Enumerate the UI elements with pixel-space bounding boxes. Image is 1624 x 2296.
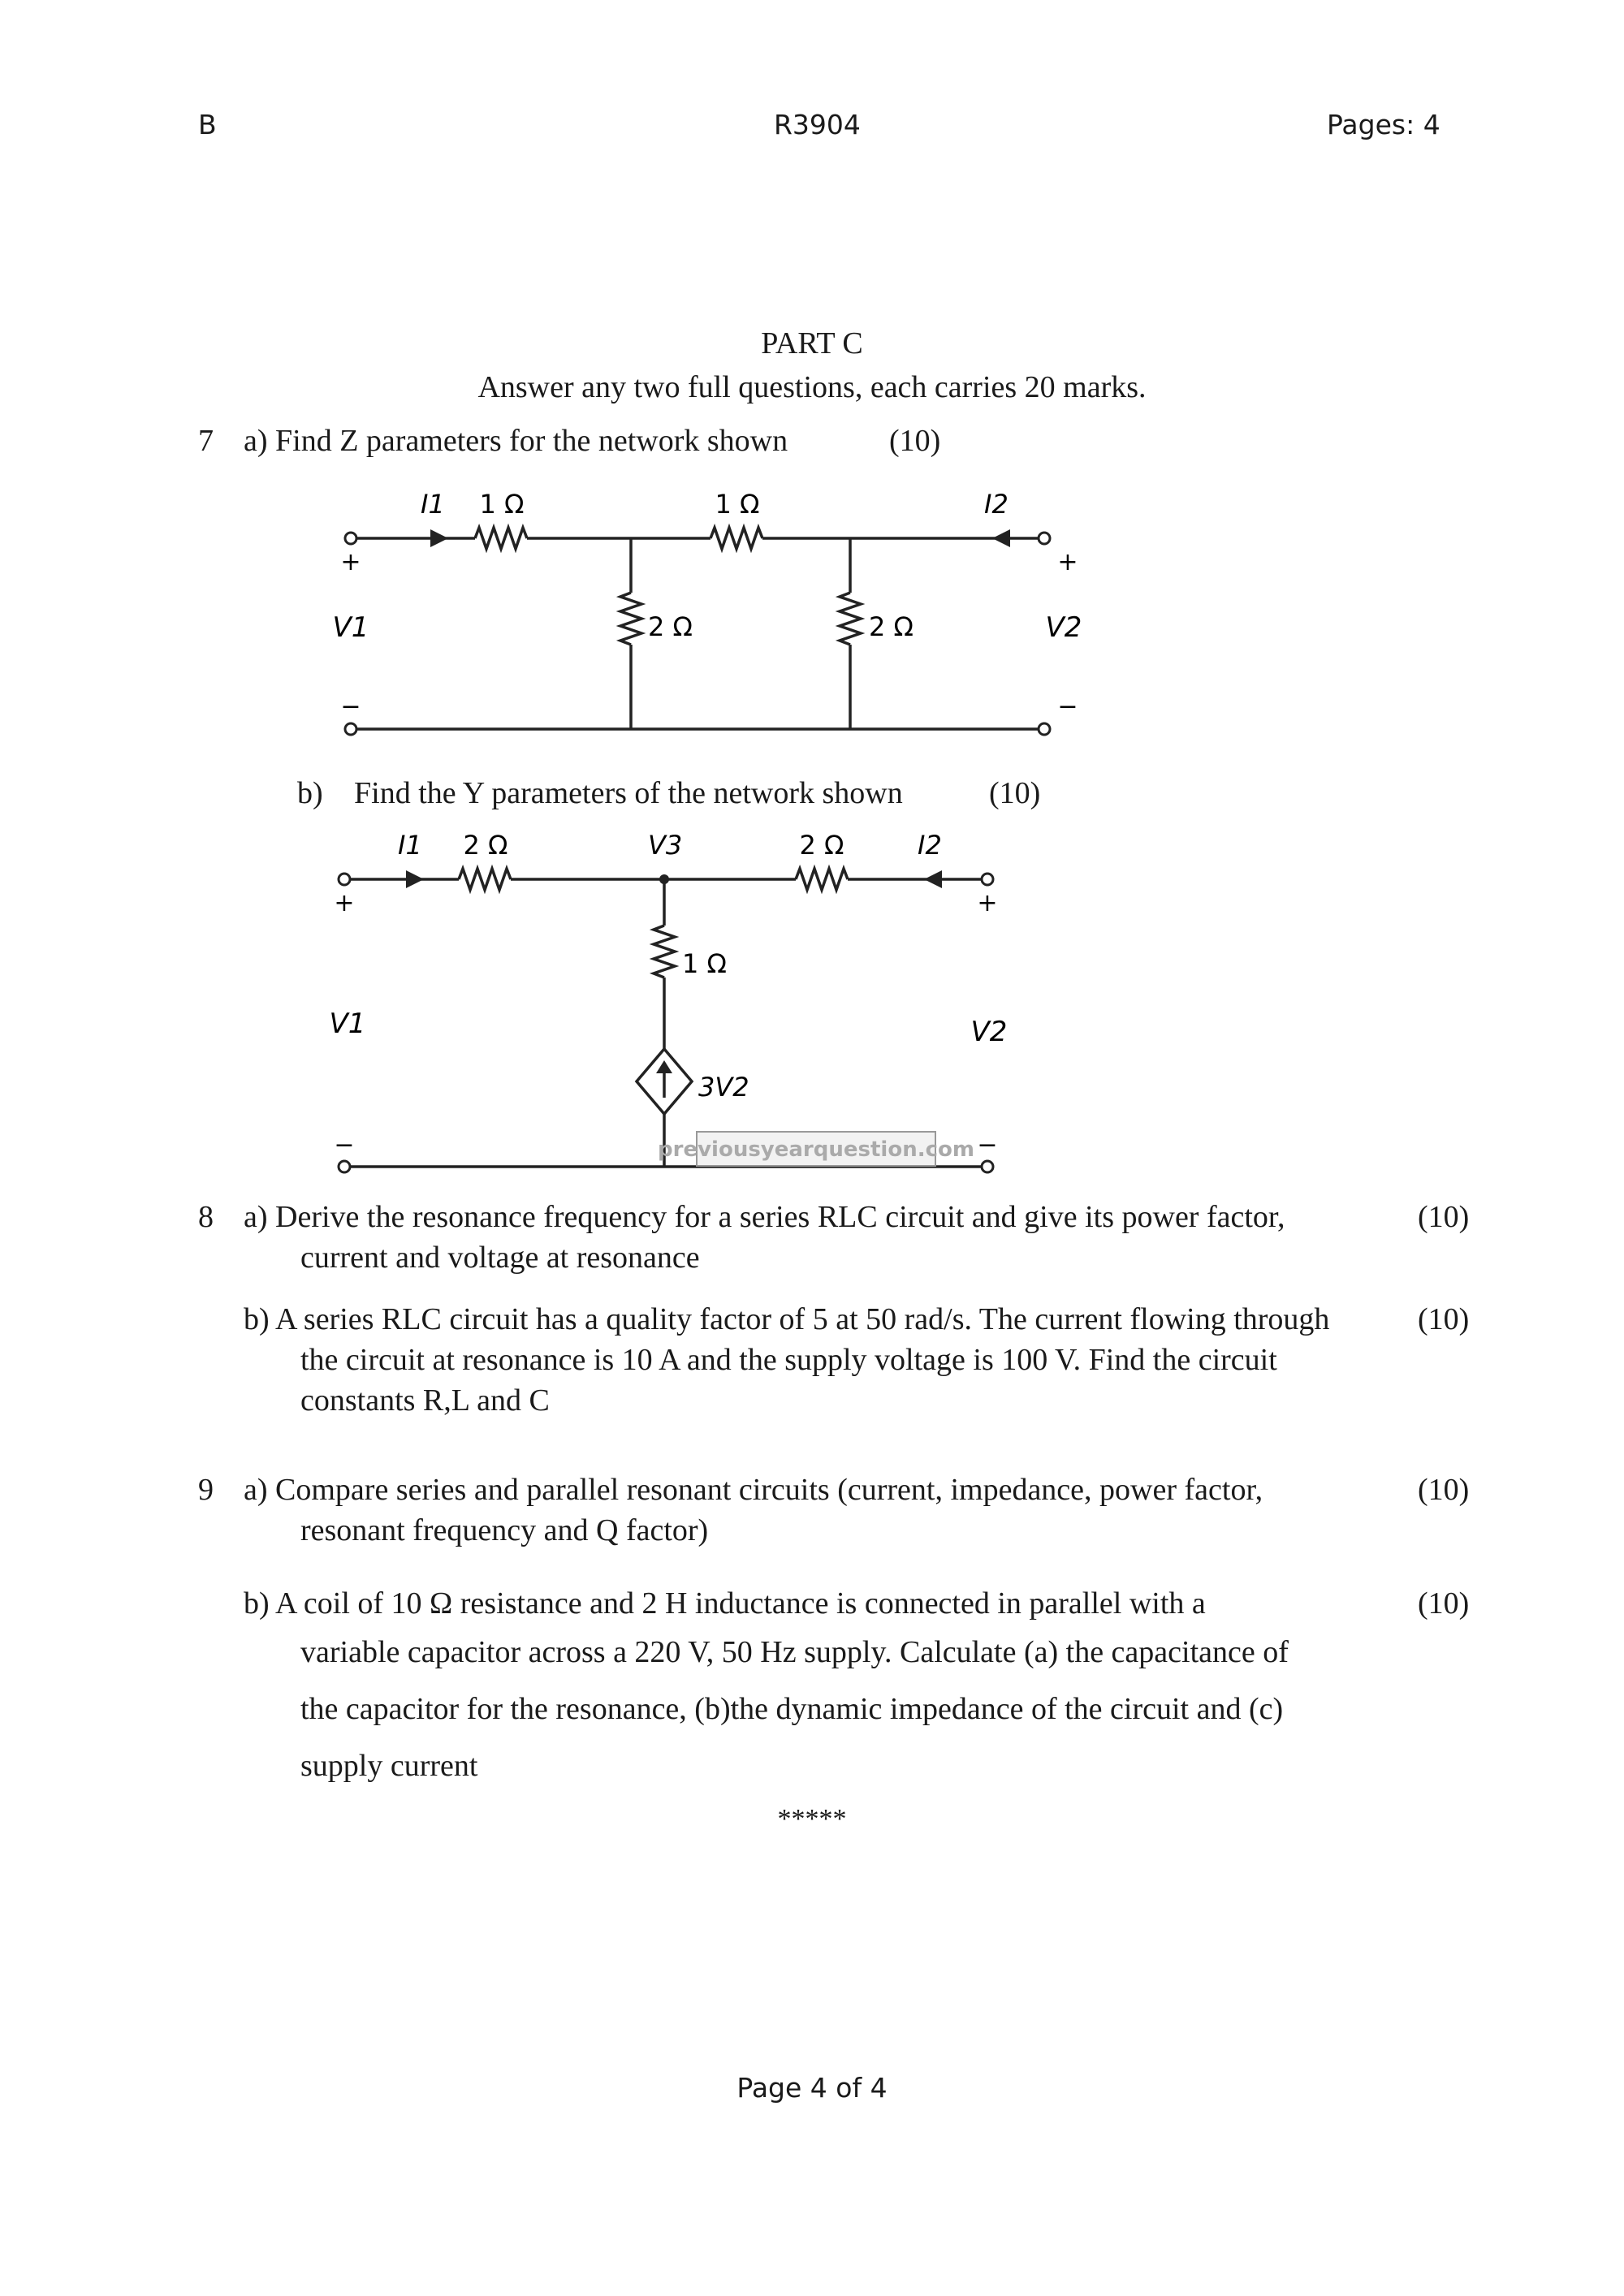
question-9b-marks: (10) [1418,1586,1470,1621]
end-marker: ***** [777,1804,847,1834]
label-i2: I2 [918,830,942,861]
question-7b-text: Find the Y parameters of the network shown [354,776,903,810]
pages-count: Pages: 4 [1327,109,1440,140]
label-minus-right: − [977,1131,998,1159]
label-i1: I1 [421,489,445,520]
watermark-text: previousyearquestion.com [658,1137,974,1162]
question-9b-line4: supply current [300,1749,478,1783]
source-arrow-icon [656,1060,672,1073]
label-minus-left: − [340,693,361,721]
question-7a-marks: (10) [889,424,941,458]
label-r-series-2: 1 Ω [715,489,760,520]
current-arrow-i2 [992,529,1010,547]
label-r-series-1: 1 Ω [479,489,525,520]
question-9b-line1: b) A coil of 10 Ω resistance and 2 H inductance is connected in parallel with a [244,1586,1206,1621]
label-v3: V3 [648,830,683,861]
question-8a-marks: (10) [1418,1200,1470,1234]
page-footer: Page 4 of 4 [736,2072,888,2104]
label-source: 3V2 [698,1072,749,1103]
question-7b-marks: (10) [989,776,1041,810]
question-7-number: 7 [198,424,214,458]
current-arrow-i1 [406,870,424,888]
set-label: B [198,109,217,140]
question-8b-line2: the circuit at resonance is 10 A and the supply voltage is 100 V. Find the circuit [300,1343,1277,1377]
label-v2: V2 [1045,611,1082,644]
label-r-shunt-1: 2 Ω [648,611,693,642]
label-r-shunt: 1 Ω [682,948,727,979]
label-r-right: 2 Ω [799,830,844,861]
question-7b-label: b) [297,776,323,810]
label-i2: I2 [984,489,1009,520]
question-8b-line1: b) A series RLC circuit has a quality factor of 5 at 50 rad/s. The current flowing through [244,1302,1330,1336]
label-r-shunt-2: 2 Ω [869,611,914,642]
node-v3 [659,874,669,884]
question-7a-text: a) Find Z parameters for the network shown [244,424,788,458]
label-v1: V1 [329,1008,366,1040]
question-9b-line3: the capacitor for the resonance, (b)the dynamic impedance of the circuit and (c) [300,1692,1284,1726]
question-8-number: 8 [198,1200,214,1234]
label-plus-right: + [1057,548,1078,576]
part-title: PART C [761,326,863,360]
label-minus-left: − [334,1131,355,1159]
question-9a-line1: a) Compare series and parallel resonant circuits (current, impedance, power factor, [244,1473,1263,1507]
paper-code: R3904 [774,109,861,140]
question-8a-line1: a) Derive the resonance frequency for a series RLC circuit and give its power factor, [244,1200,1285,1234]
question-9a-marks: (10) [1418,1473,1470,1507]
label-i1: I1 [398,830,422,861]
label-plus-left: + [340,548,361,576]
label-v2: V2 [970,1016,1008,1048]
label-plus-left: + [334,889,355,917]
question-8b-marks: (10) [1418,1302,1470,1336]
question-9-number: 9 [198,1473,214,1507]
current-arrow-i2 [924,870,942,888]
question-9a-line2: resonant frequency and Q factor) [300,1513,709,1547]
question-8b-line3: constants R,L and C [300,1383,550,1418]
question-9b-line2: variable capacitor across a 220 V, 50 Hz supply. Calculate (a) the capacitance of [300,1635,1289,1669]
z-network-diagram [325,471,1129,763]
y-network-diagram [325,820,1023,1185]
label-r-left: 2 Ω [463,830,508,861]
current-arrow-i1 [430,529,448,547]
question-8a-line2: current and voltage at resonance [300,1241,700,1275]
part-instruction: Answer any two full questions, each carries 20 marks. [477,370,1147,404]
label-v1: V1 [332,611,369,644]
label-minus-right: − [1057,693,1078,721]
label-plus-right: + [977,889,998,917]
